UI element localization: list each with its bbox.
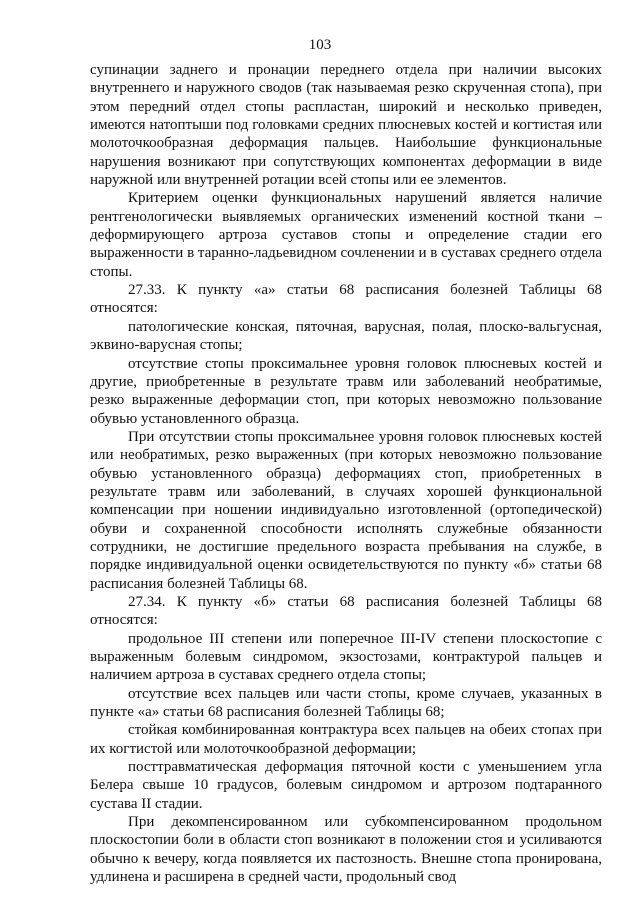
paragraph: При декомпенсированном или субкомпенсированном продольном плоскостопии боли в области стоп возникают в положении стоя и усиливаются обычно к вечеру, когда появляется их пастозность. Внешне стопа пронирована, удлинена и расширена в средней части, продольный свод bbox=[90, 814, 602, 886]
paragraph: супинации заднего и пронации переднего отдела при наличии высоких внутреннего и наружного сводов (так называемая резко скрученная стопа), при этом передний отдел стопы распластан, широкий и несколько приведен, имеются натоптыши под головками средних плюсневых костей и когтистая или молоточкообразная деформация пальцев. Наибольшие функциональные нарушения возникают при сопутствующих компонентах деформации в виде наружной или внутренней ротации всей стопы или ее элементов. bbox=[90, 62, 602, 189]
paragraph: 27.34. К пункту «б» статьи 68 расписания болезней Таблицы 68 относятся: bbox=[90, 593, 602, 629]
body-text bbox=[90, 61, 602, 886]
paragraph: патологические конская, пяточная, варусная, полая, плоско-вальгусная, эквино-варусная стопы; bbox=[90, 318, 602, 354]
paragraph: посттравматическая деформация пяточной кости с уменьшением угла Белера свыше 10 градусов, болевым синдромом и артрозом подтаранного сустава II стадии. bbox=[90, 759, 602, 812]
paragraph: стойкая комбинированная контрактура всех пальцев на обеих стопах при их когтистой или молоточкообразной деформации; bbox=[90, 722, 602, 757]
page-number: 103 bbox=[308, 37, 332, 53]
paragraph: отсутствие всех пальцев или части стопы, кроме случаев, указанных в пункте «а» статьи 68 расписания болезней Таблицы 68; bbox=[90, 685, 602, 721]
paragraph: При отсутствии стопы проксимальнее уровня головок плюсневых костей или необратимых, резко выраженных (при которых невозможно пользование обувью установленного образца) деформациях стоп, приобретенных в результате травм или заболеваний, в случаях хорошей функциональной компенсации при ношении индивидуально изготовленной (ортопедической) обуви и сохраненной способности исполнять служебные обязанности сотрудники, не достигшие предельного возраста пребывания на службе, в порядке индивидуальной оценки освидетельствуются по пункту «б» статьи 68 расписания болезней Таблицы 68. bbox=[90, 428, 602, 592]
paragraph: отсутствие стопы проксимальнее уровня головок плюсневых костей и другие, приобретенные в результате травм или заболеваний необратимые, резко выраженные деформации стоп, при которых невозможно пользование обувью установленного образца. bbox=[90, 355, 602, 427]
paragraph: продольное III степени или поперечное III-IV степени плоскостопие с выраженным болевым синдромом, экзостозами, контрактурой пальцев и наличием артроза в суставах среднего отдела стопы; bbox=[90, 630, 602, 684]
paragraph: 27.33. К пункту «а» статьи 68 расписания болезней Таблицы 68 относятся: bbox=[90, 282, 602, 317]
paragraph: Критерием оценки функциональных нарушений является наличие рентгенологически выявляемых органических изменений костной ткани – деформирующего артроза суставов стопы и определение стадии его выраженности в таранно-ладьевидном сочленении и в суставах среднего отдела стопы. bbox=[90, 190, 602, 280]
